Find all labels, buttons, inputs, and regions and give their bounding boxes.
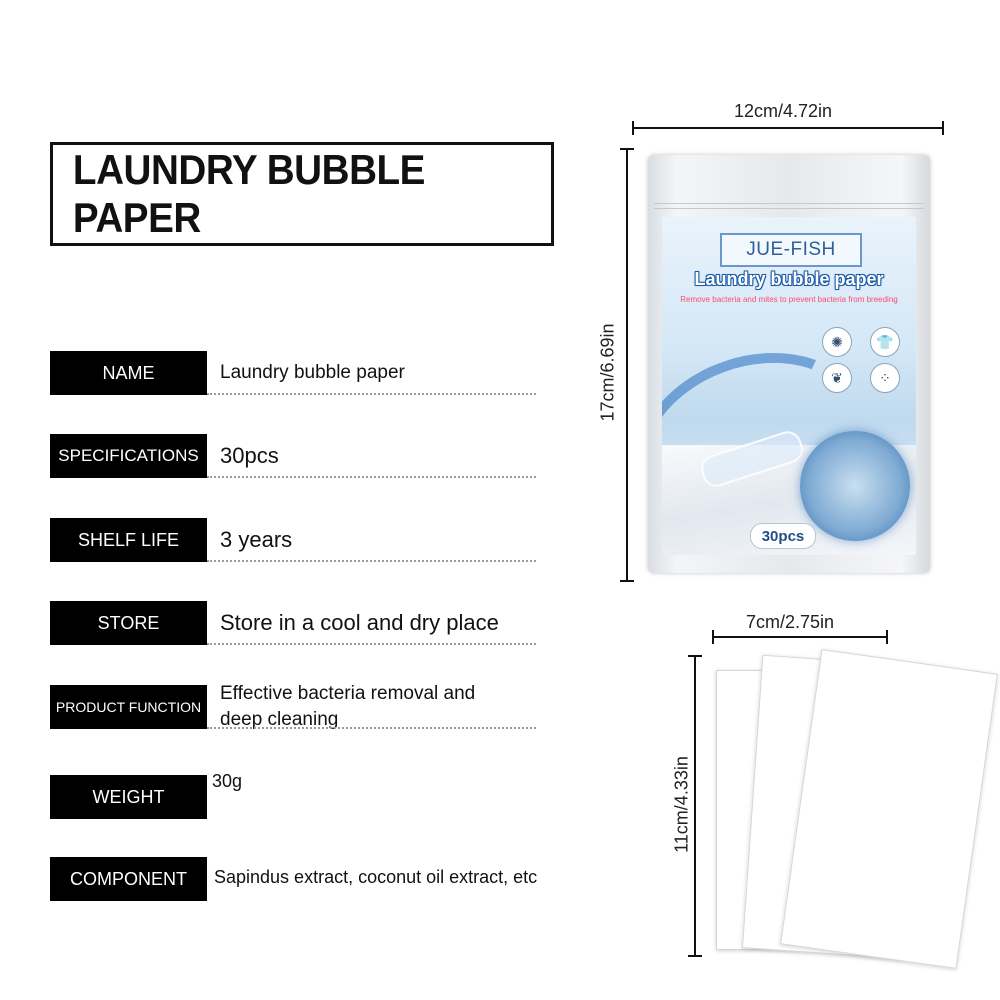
count-badge: 30pcs: [750, 523, 816, 549]
package-product-name: Laundry bubble paper: [694, 269, 884, 289]
pouch-height-line: [626, 148, 628, 582]
spec-value-line: Effective bacteria removal and: [220, 683, 476, 704]
spec-label: PRODUCT FUNCTION: [50, 685, 207, 729]
package-tagline: Remove bacteria and mites to prevent bacteria from breeding: [680, 295, 898, 304]
spec-value-line: deep cleaning: [220, 709, 339, 730]
sheet-height-line: [694, 655, 696, 957]
spec-label: SPECIFICATIONS: [50, 434, 207, 478]
washer-drum-image: [800, 431, 910, 541]
spec-label: SHELF LIFE: [50, 518, 207, 562]
dotted-divider: [207, 393, 536, 395]
spec-value: Laundry bubble paper: [220, 362, 405, 383]
brand-logo: JUE-FISH: [720, 233, 862, 267]
spec-label: NAME: [50, 351, 207, 395]
sheet-width-label: 7cm/2.75in: [746, 612, 835, 632]
title-box: [50, 142, 554, 246]
leaf-icon: ❦: [822, 363, 852, 393]
pouch-width-label: 12cm/4.72in: [734, 101, 833, 121]
sheet-height-label: 11cm/4.33in: [671, 756, 692, 853]
spec-label: WEIGHT: [50, 775, 207, 819]
sheet-width-line: [712, 636, 888, 638]
dotted-divider: [207, 476, 536, 478]
zip-seal: [654, 203, 924, 209]
spec-value: 30pcs: [220, 443, 279, 468]
spec-value: 3 years: [220, 527, 293, 552]
spec-value: Store in a cool and dry place: [220, 610, 499, 635]
shirt-icon: 👕: [870, 327, 900, 357]
page-title: LAUNDRY BUBBLE PAPER: [72, 146, 425, 241]
spec-label: COMPONENT: [50, 857, 207, 901]
product-pouch: [648, 155, 930, 573]
dots-icon: ⁘: [870, 363, 900, 393]
spec-value: Sapindus extract, coconut oil extract, etc: [214, 866, 538, 887]
pouch-height-label: 17cm/6.69in: [597, 323, 618, 422]
pouch-label-panel: [662, 217, 916, 555]
dotted-divider: [207, 560, 536, 562]
virus-icon: ✺: [822, 327, 852, 357]
pouch-width-line: [632, 127, 944, 129]
dotted-divider: [207, 643, 536, 645]
spec-value: [220, 685, 475, 729]
dotted-divider: [207, 727, 536, 729]
spec-value: 30g: [212, 771, 243, 791]
feature-icons: [816, 327, 906, 393]
spec-label: STORE: [50, 601, 207, 645]
